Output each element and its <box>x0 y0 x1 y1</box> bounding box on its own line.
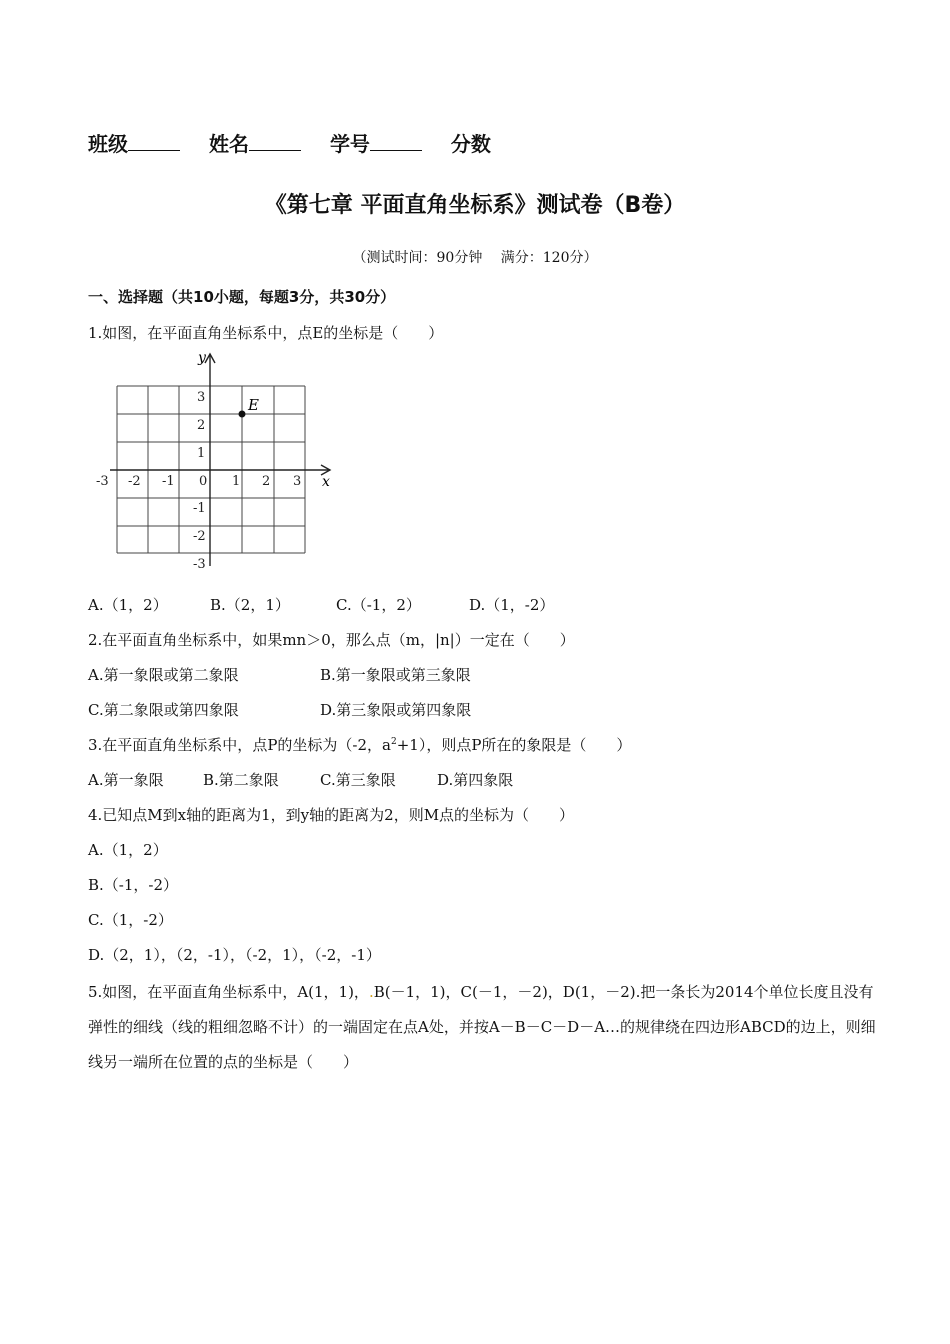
question-3-option-a[interactable]: A.第一象限 <box>88 771 164 789</box>
id-blank <box>370 134 422 151</box>
question-4-option-c[interactable]: C.（1，-2） <box>88 911 173 929</box>
question-3-option-b[interactable]: B.第二象限 <box>203 771 279 789</box>
id-label: 学号 <box>329 132 370 156</box>
question-5-stem <box>88 975 878 1080</box>
point-e <box>239 411 246 418</box>
question-3-option-c[interactable]: C.第三象限 <box>320 771 396 789</box>
question-2-option-a[interactable]: A.第一象限或第二象限 <box>88 666 239 684</box>
question-3-option-d[interactable]: D.第四象限 <box>437 771 514 789</box>
name-blank <box>249 134 301 151</box>
page-subtitle: （测试时间：90分钟 满分：120分） <box>352 250 598 266</box>
y-tick-label: -2 <box>193 529 206 544</box>
score-field <box>451 128 491 157</box>
x-axis-label: x <box>322 474 330 490</box>
question-4-stem: 4.已知点M到x轴的距离为1，到y轴的距离为2，则M点的坐标为（ ） <box>88 806 575 824</box>
question-3-exponent: 2 <box>390 737 397 747</box>
x-tick-label: 2 <box>262 474 271 489</box>
x-tick-label: 0 <box>199 474 208 489</box>
question-3-stem-start: 3.在平面直角坐标系中，点P的坐标为（-2，a <box>88 736 391 754</box>
question-4-option-b[interactable]: B.（-1，-2） <box>88 876 179 894</box>
question-1-option-d[interactable]: D.（1，-2） <box>469 596 555 614</box>
point-e-label: E <box>248 396 259 414</box>
question-5-text-end: B(－1，1)，C(－1，－2)，D(1，－2).把一条长为2014个单位长度且没有弹性的细线（线的粗细忽略不计）的一端固定在点A处，并按A－B－C－D－A…的规律绕在四边形ABCD的边上，则细线另一端所在位置的点的坐标是（ ） <box>88 983 876 1071</box>
question-1-option-a[interactable]: A.（1，2） <box>88 596 168 614</box>
question-1-option-c[interactable]: C.（-1，2） <box>336 596 421 614</box>
y-tick-label: -3 <box>193 557 206 572</box>
question-3-stem <box>88 734 631 755</box>
x-tick-label: -2 <box>128 474 141 489</box>
question-4-option-d[interactable]: D.（2，1），（2，-1），（-2，1），（-2，-1） <box>88 946 381 964</box>
question-3-stem-end: +1），则点P所在的象限是（ ） <box>396 736 632 754</box>
question-2-option-d[interactable]: D.第三象限或第四象限 <box>320 701 472 719</box>
class-label: 班级 <box>88 132 128 156</box>
x-tick-label: 1 <box>232 474 241 489</box>
id-field <box>330 128 422 157</box>
question-2-option-b[interactable]: B.第一象限或第三象限 <box>320 666 471 684</box>
x-tick-label: -1 <box>162 474 175 489</box>
score-label: 分数 <box>450 132 491 156</box>
y-tick-label: 1 <box>197 446 206 461</box>
y-tick-label: -1 <box>193 501 206 516</box>
question-1-stem: 1.如图，在平面直角坐标系中，点E的坐标是（ ） <box>88 324 444 342</box>
question-5-mark: . <box>368 983 374 1001</box>
class-field <box>88 128 180 157</box>
y-axis-label: y <box>198 350 206 366</box>
name-field <box>209 128 301 157</box>
name-label: 姓名 <box>208 132 249 156</box>
question-5-text-start: 5.如图，在平面直角坐标系中，A(1，1)， <box>88 983 369 1001</box>
y-tick-label: 3 <box>197 390 206 405</box>
question-1-option-b[interactable]: B.（2，1） <box>210 596 290 614</box>
y-tick-label: 2 <box>197 418 206 433</box>
page-title: 《第七章 平面直角坐标系》测试卷（B卷） <box>264 193 686 218</box>
section-heading: 一、选择题（共10小题，每题3分，共30分） <box>88 288 396 306</box>
question-2-option-c[interactable]: C.第二象限或第四象限 <box>88 701 239 719</box>
x-tick-label: -3 <box>96 474 109 489</box>
question-4-option-a[interactable]: A.（1，2） <box>88 841 168 859</box>
question-2-stem: 2.在平面直角坐标系中，如果mn＞0，那么点（m，|n|）一定在（ ） <box>88 631 575 649</box>
x-tick-label: 3 <box>293 474 302 489</box>
class-blank <box>128 134 180 151</box>
student-info-line <box>88 128 513 157</box>
question-1-figure <box>90 348 340 576</box>
